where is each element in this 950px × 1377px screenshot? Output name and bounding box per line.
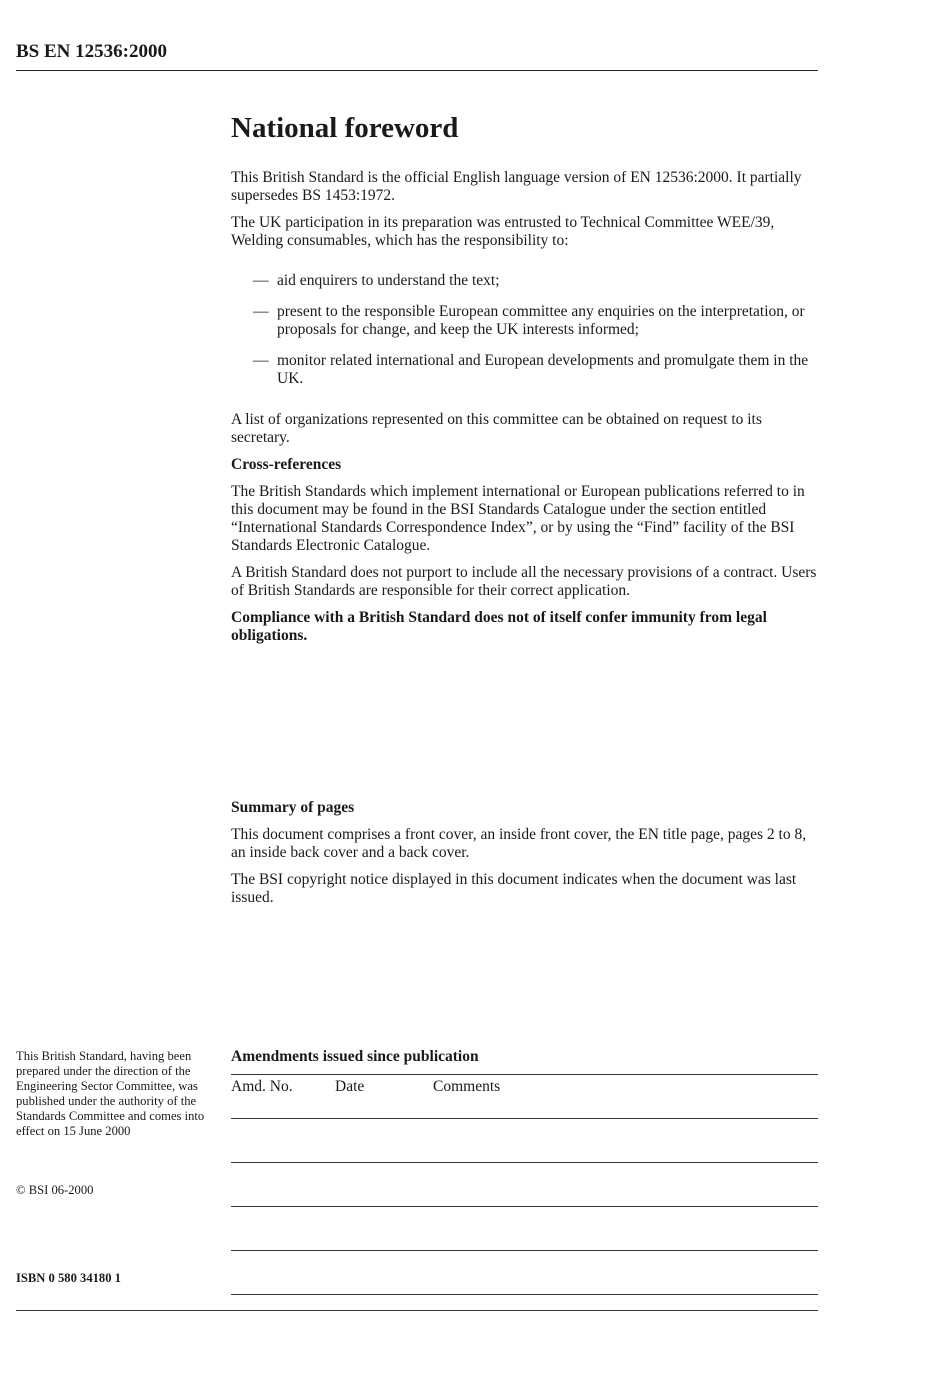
column-header-date: Date <box>335 1078 365 1095</box>
copyright-notice: © BSI 06-2000 <box>16 1183 94 1197</box>
amendments-row-rule <box>231 1294 818 1295</box>
intro-paragraph-2: The UK participation in its preparation was entrusted to Technical Committee WEE/39, Welding consumables, which has the responsibility to: <box>231 214 775 249</box>
column-header-comments: Comments <box>433 1078 501 1095</box>
page-title: National foreword <box>231 112 459 144</box>
cross-references-paragraph-1: The British Standards which implement international or European publications referred to in this document may be found in the BSI Standards Catalogue under the section entitled “International Standards Correspondence Index”, or by using the “Find” facility of the BSI Standards Electronic Catalogue. <box>231 483 805 554</box>
isbn: ISBN 0 580 34180 1 <box>16 1271 121 1285</box>
list-item: — monitor related international and European developments and promulgate them in the UK. <box>231 352 821 388</box>
header-rule <box>16 70 818 71</box>
amendments-heading: Amendments issued since publication <box>231 1048 479 1065</box>
summary-section <box>231 799 821 916</box>
organizations-note: A list of organizations represented on this committee can be obtained on request to its secretary. <box>231 411 762 446</box>
cross-references-heading: Cross-references <box>231 456 342 473</box>
amendments-row-rule <box>231 1206 818 1207</box>
amendments-row-rule <box>231 1118 818 1119</box>
summary-paragraph-2: The BSI copyright notice displayed in this document indicates when the document was last issued. <box>231 871 797 906</box>
responsibility-list <box>231 272 821 388</box>
list-item: — aid enquirers to understand the text; <box>231 272 821 290</box>
compliance-statement: Compliance with a British Standard does not of itself confer immunity from legal obligations. <box>231 609 767 644</box>
amendments-row-rule <box>231 1250 818 1251</box>
intro-paragraph-1: This British Standard is the official English language version of EN 12536:2000. It partially supersedes BS 1453:1972. <box>231 169 802 204</box>
summary-paragraph-1: This document comprises a front cover, an inside front cover, the EN title page, pages 2 to 8, an inside back cover and a back cover. <box>231 826 807 861</box>
authority-note: This British Standard, having been prepared under the direction of the Engineering Sector Committee, was published under the authority of the Standards Committee and comes into effect on 15 June 2000 <box>16 1049 205 1138</box>
document-id: BS EN 12536:2000 <box>16 41 167 62</box>
summary-heading: Summary of pages <box>231 799 355 816</box>
amendments-rule <box>231 1074 818 1075</box>
list-item: — present to the responsible European committee any enquiries on the interpretation, or proposals for change, and keep the UK interests informed; <box>231 303 821 339</box>
cross-references-paragraph-2: A British Standard does not purport to include all the necessary provisions of a contract. Users of British Standards are responsible for their correct application. <box>231 564 817 599</box>
amendments-row-rule <box>231 1162 818 1163</box>
column-header-amd-no: Amd. No. <box>231 1078 293 1095</box>
foreword-body <box>231 169 821 654</box>
footer-rule <box>16 1310 818 1311</box>
